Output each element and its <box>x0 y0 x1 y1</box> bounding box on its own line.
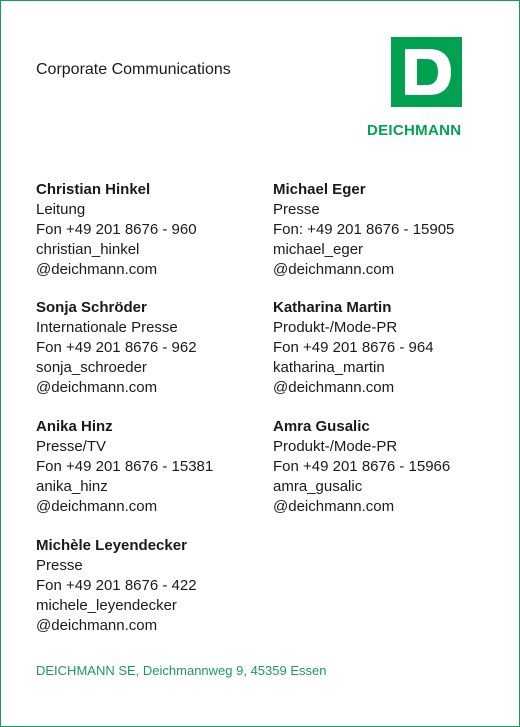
contact-name: Anika Hinz <box>36 418 113 435</box>
logo-wordmark: DEICHMANN <box>367 122 462 139</box>
contact-anika-hinz <box>36 417 266 517</box>
contact-role: Presse <box>273 201 320 218</box>
deichmann-logo-icon <box>391 37 462 107</box>
contact-name: Sonja Schröder <box>36 299 147 316</box>
contact-email-user[interactable]: michael_eger <box>273 241 364 258</box>
contact-role: Internationale Presse <box>36 319 178 336</box>
contact-sonja-schroeder <box>36 298 266 398</box>
contact-name: Amra Gusalic <box>273 418 370 435</box>
contact-name: Michael Eger <box>273 181 366 198</box>
page-title: Corporate Communications <box>36 61 231 78</box>
contact-email-domain[interactable]: @deichmann.com <box>273 379 395 396</box>
contact-email-user[interactable]: anika_hinz <box>36 478 108 495</box>
contact-katharina-martin <box>273 298 503 398</box>
contact-phone: Fon +49 201 8676 - 960 <box>36 221 197 238</box>
contact-role: Produkt-/Mode-PR <box>273 438 398 455</box>
contact-michael-eger <box>273 180 503 280</box>
contact-name: Christian Hinkel <box>36 181 151 198</box>
contact-phone: Fon +49 201 8676 - 15966 <box>273 458 451 475</box>
contact-email-domain[interactable]: @deichmann.com <box>273 498 395 515</box>
contact-role: Presse <box>36 557 83 574</box>
contact-email-user[interactable]: katharina_martin <box>273 359 385 376</box>
contact-amra-gusalic <box>273 417 503 517</box>
footer-address: DEICHMANN SE, Deichmannweg 9, 45359 Essen <box>36 663 327 678</box>
contact-phone: Fon: +49 201 8676 - 15905 <box>273 221 455 238</box>
contact-christian-hinkel <box>36 180 266 280</box>
contact-email-user[interactable]: christian_hinkel <box>36 241 140 258</box>
contact-name: Michèle Leyendecker <box>36 537 187 554</box>
contact-phone: Fon +49 201 8676 - 15381 <box>36 458 214 475</box>
contact-email-domain[interactable]: @deichmann.com <box>36 261 158 278</box>
contact-phone: Fon +49 201 8676 - 962 <box>36 339 197 356</box>
contact-email-domain[interactable]: @deichmann.com <box>36 498 158 515</box>
contact-name: Katharina Martin <box>273 299 392 316</box>
contact-phone: Fon +49 201 8676 - 422 <box>36 577 197 594</box>
contact-email-user[interactable]: sonja_schroeder <box>36 359 147 376</box>
contact-email-user[interactable]: michele_leyendecker <box>36 597 177 614</box>
contact-phone: Fon +49 201 8676 - 964 <box>273 339 434 356</box>
contact-role: Presse/TV <box>36 438 107 455</box>
contact-email-domain[interactable]: @deichmann.com <box>36 379 158 396</box>
contact-role: Leitung <box>36 201 86 218</box>
contact-email-domain[interactable]: @deichmann.com <box>273 261 395 278</box>
contact-michele-leyendecker <box>36 536 266 636</box>
contact-email-domain[interactable]: @deichmann.com <box>36 617 158 634</box>
contact-role: Produkt-/Mode-PR <box>273 319 398 336</box>
contact-email-user[interactable]: amra_gusalic <box>273 478 363 495</box>
